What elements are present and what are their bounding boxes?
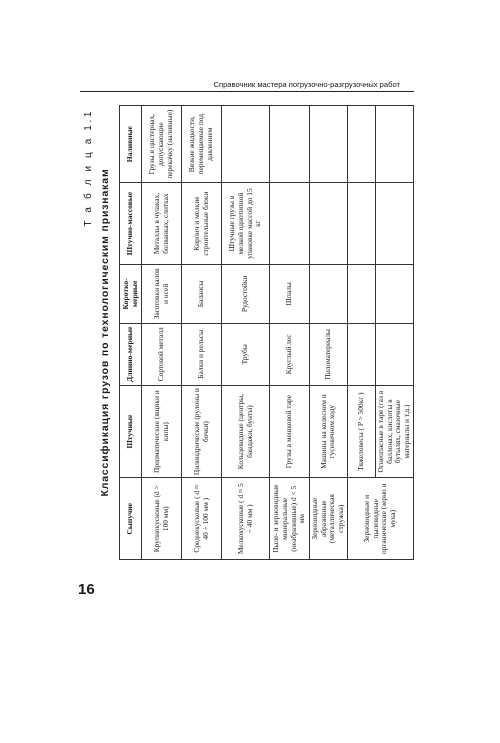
table-cell: Балки и рельсы [182,323,222,385]
table-cell [270,106,310,183]
header-liquid: Наливные [120,106,142,183]
table-cell: Тяжеловесы ( P > 500кг ) [347,385,375,478]
header-rule [80,91,414,92]
classification-table [119,105,414,560]
table-row [182,106,222,560]
table-row [222,106,270,560]
table-cell [310,106,348,183]
table-cell: Пиломатериалы [310,323,348,385]
table-cell: Рудостойки [222,264,270,323]
page-number: 16 [78,581,95,598]
table-cell: Мелкокусковые ( d ≈ 5 ÷ 40 мм ) [222,478,270,560]
header-long: Длинно-мерные [120,323,142,385]
table-cell [310,183,348,265]
table-cell: Зерновидные и пылевидные органические (зерно и мука) [347,478,413,560]
table-cell [270,183,310,265]
table-cell: Круглый лес [270,323,310,385]
table-cell: Грузы в мешковой таре [270,385,310,478]
table-cell: Балансы [182,264,222,323]
table-title: Классификация грузов по технологическим признакам [100,168,111,497]
table-cell: Штучные грузы в мелкой однотипной упаковке массой до 15 кг [222,183,270,265]
table-cell: Кольцевидные (центры, бандажи, бунты) [222,385,270,478]
table-cell: Зерновидные абразивные (металлическая стружка) [310,478,348,560]
table-cell [347,264,375,323]
table-cell [347,323,375,385]
table-cell [375,106,413,183]
header-row [120,106,142,560]
table-caption: Т а б л и ц а 1.1 [83,109,94,227]
table-cell: Машины на колесном и гусеничном ходу [310,385,348,478]
table-cell [222,106,270,183]
running-header: Справочник мастера погрузочно-разгрузочных работ [213,80,400,89]
table-cell: Металлы в чушках, болванках, слитках [142,183,182,265]
table-cell [347,106,375,183]
table-cell: Крупнокусковые (d > 100 мм) [142,478,182,560]
header-bulk: Сыпучие [120,478,142,560]
table-row [347,106,375,560]
table-cell: Заготовки валов и осей [142,264,182,323]
table-row [270,106,310,560]
table-cell: Грузы в цистернах, допускающие перекачку (наливные) [142,106,182,183]
table-row [310,106,348,560]
rotated-table-block [83,105,412,560]
table-cell: Цилиндрические (рулоны и бочки) [182,385,222,478]
table-cell: Сортовой металл [142,323,182,385]
header-piece: Штучные [120,385,142,478]
table-cell [310,264,348,323]
table-cell: Шпалы [270,264,310,323]
table-cell: Огнеопасные в таре (газ в баллонах, кислоты в бутылях, смазочные материалы и т.д.) [375,385,413,478]
table-cell: Вязкие жидкости, перемещаемые под давлением [182,106,222,183]
table-cell: Кирпич и мелкие строительные блоки [182,183,222,265]
table-cell: Трубы [222,323,270,385]
table-cell [375,183,413,265]
table-row [142,106,182,560]
header-piece-mass: Штучно-массовые [120,183,142,265]
table-cell: Призматические (ящики и кипы) [142,385,182,478]
table-cell [347,183,375,265]
table-cell: Среднекусковые ( d ≈ 40 ÷ 100 мм ) [182,478,222,560]
table-cell: Пыле- и зерновидные минеральные (неабразивные) d < 5 мм [270,478,310,560]
table-cell [375,264,413,323]
table-cell [375,323,413,385]
header-short: Коротко-мерные [120,264,142,323]
